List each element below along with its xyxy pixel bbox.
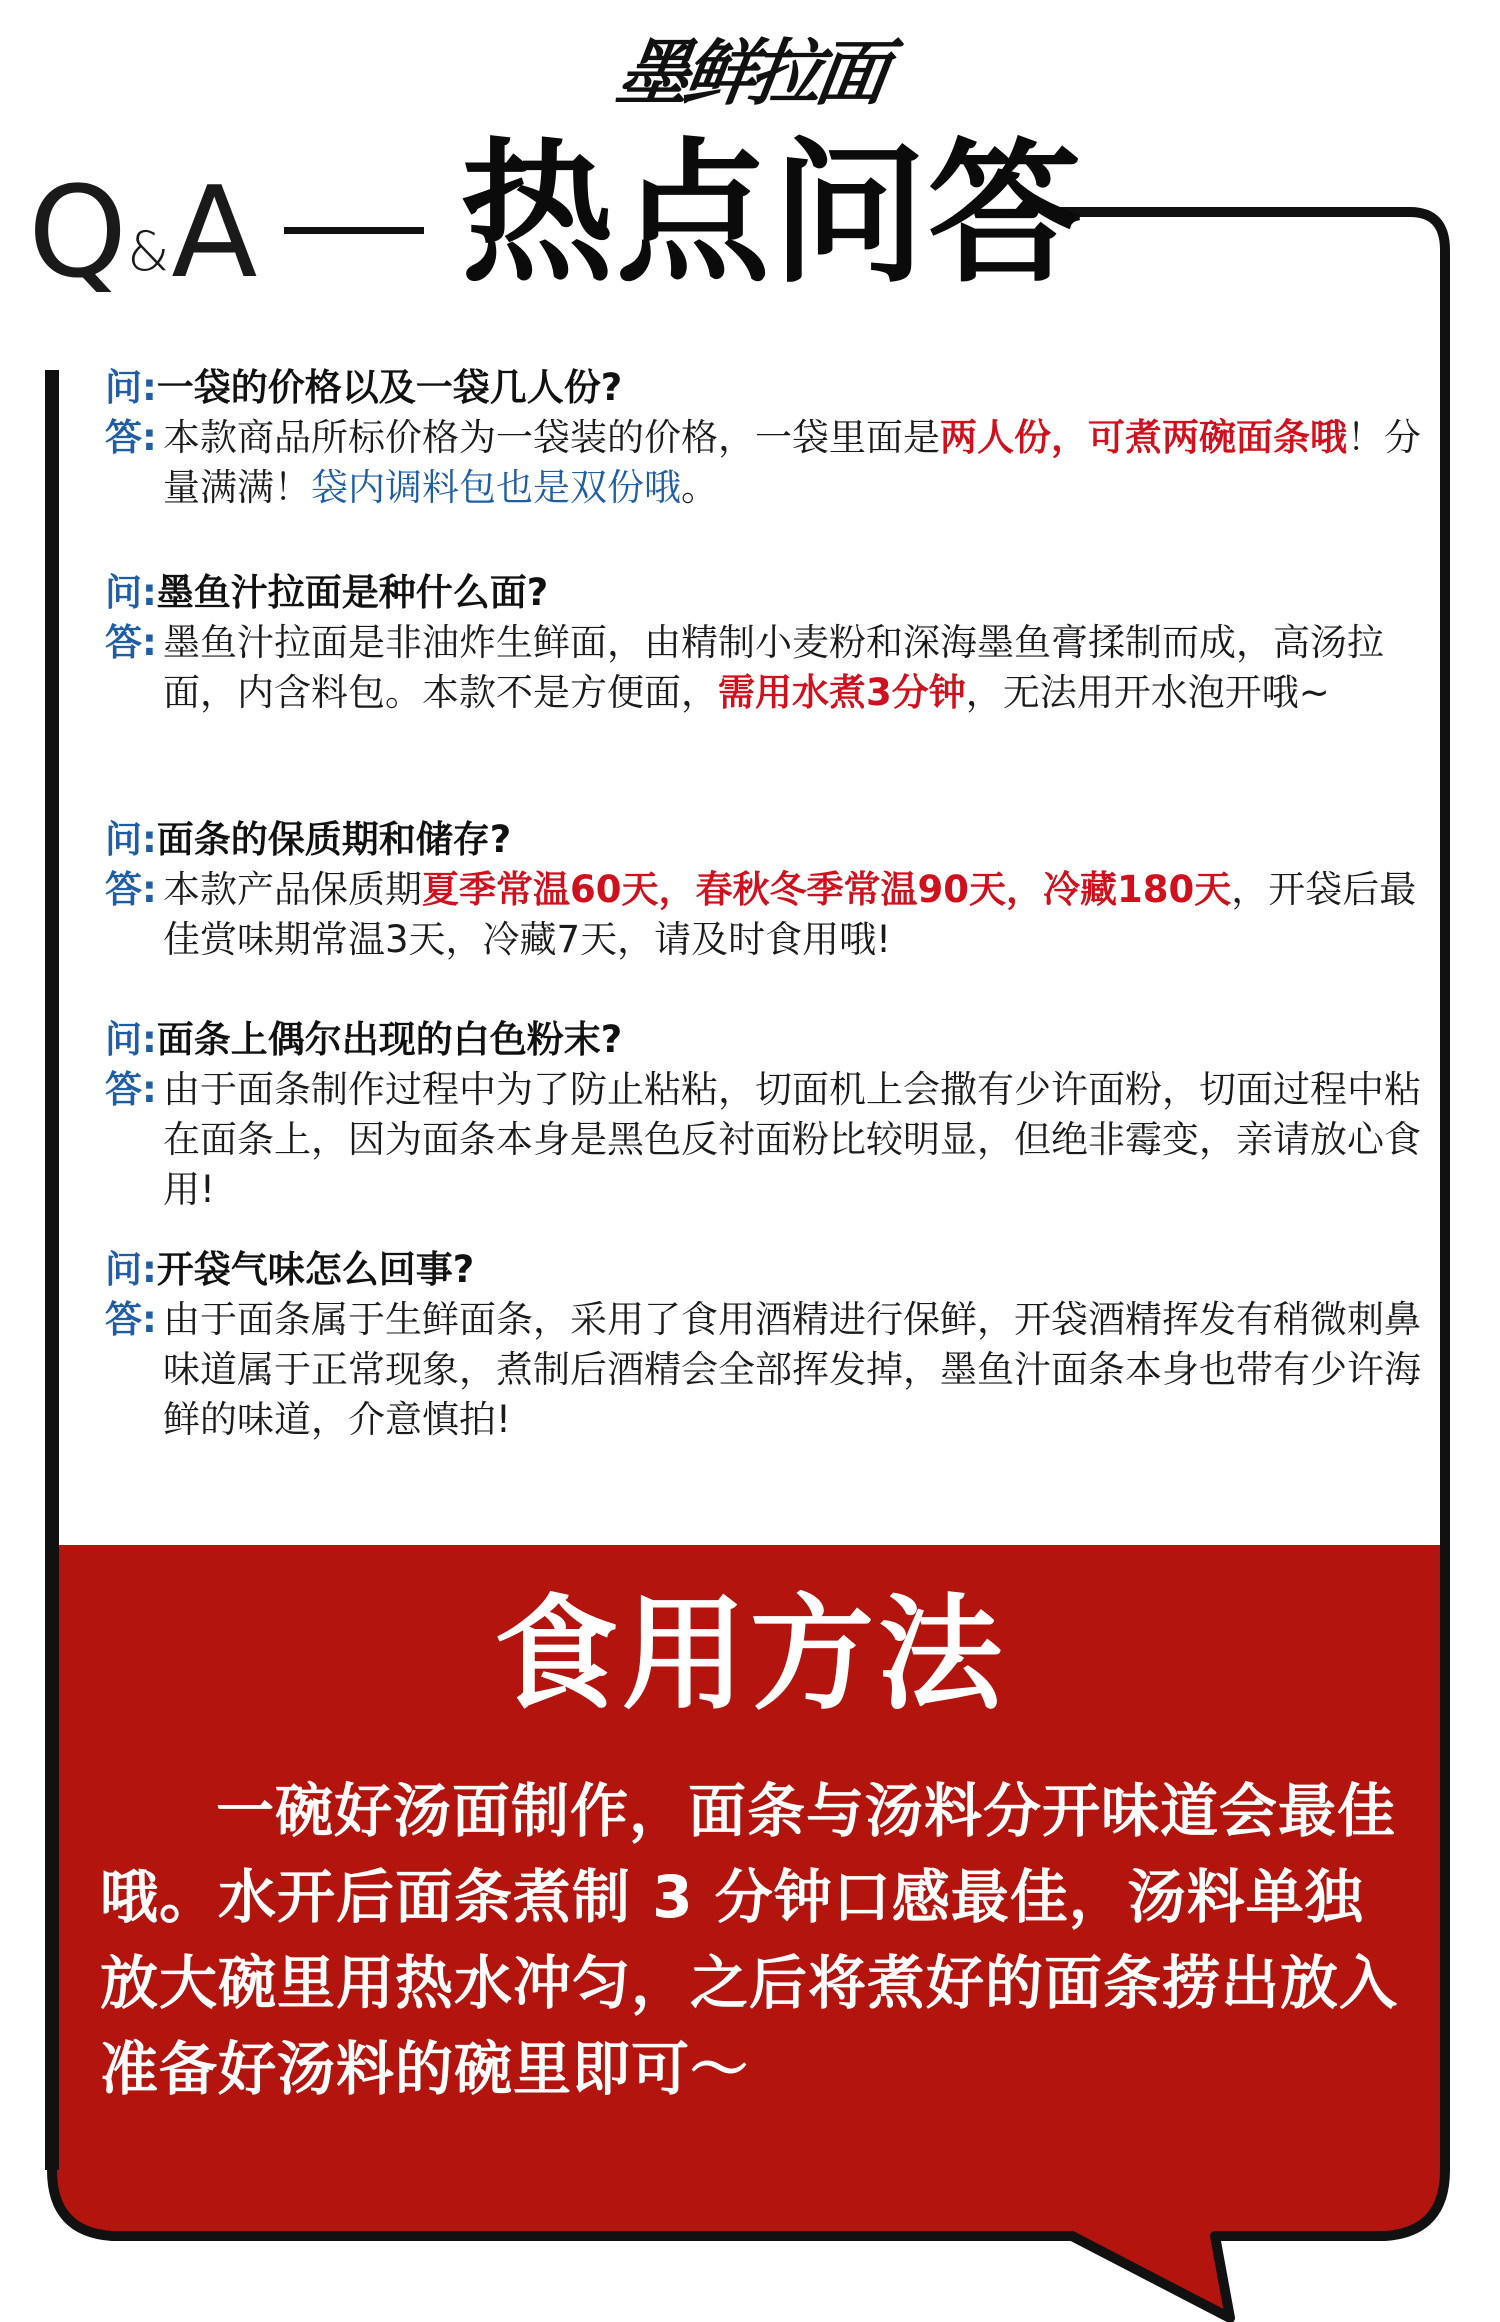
faq-item-4 <box>105 1015 1435 1215</box>
question-text: 墨鱼汁拉面是种什么面? <box>156 571 549 614</box>
question-label: 问: <box>105 1248 157 1291</box>
question-text: 面条上偶尔出现的白色粉末? <box>156 1018 623 1061</box>
qa-logo-a: A <box>171 159 256 306</box>
question-label: 问: <box>105 571 157 614</box>
answer-label: 答: <box>105 1068 157 1111</box>
faq-answer <box>105 865 1435 965</box>
qa-logo <box>28 159 256 306</box>
answer-part: 。 <box>681 466 718 509</box>
question-label: 问: <box>105 366 157 409</box>
qa-logo-amp: & <box>127 220 170 283</box>
faq-answer <box>105 618 1435 718</box>
answer-label: 答: <box>105 868 157 911</box>
answer-part: 本款商品所标价格为一袋装的价格，一袋里面是 <box>163 416 940 459</box>
answer-part: 本款产品保质期 <box>163 868 422 911</box>
method-title: 食用方法 <box>493 1583 1006 1727</box>
question-text: 一袋的价格以及一袋几人份? <box>156 366 623 409</box>
question-label: 问: <box>105 1018 157 1061</box>
faq-answer <box>105 413 1435 513</box>
faq-question <box>105 363 1435 413</box>
qa-logo-q: Q <box>28 159 126 306</box>
title-dash <box>284 227 424 234</box>
answer-part: ，无法用开水泡开哦~ <box>965 671 1330 714</box>
question-label: 问: <box>105 818 157 861</box>
faq-answer <box>105 1295 1435 1445</box>
answer-part: 由于面条属于生鲜面条，采用了食用酒精进行保鲜，开袋酒精挥发有稍微刺鼻味道属于正常现象，煮制后酒精会全部挥发掉，墨鱼汁面条本身也带有少许海鲜的味道，介意慎拍! <box>163 1298 1421 1441</box>
faq-item-1 <box>105 363 1435 513</box>
faq-question <box>105 1245 1435 1295</box>
answer-part: ！分量满满！ <box>163 416 1421 509</box>
answer-highlight-blue: 袋内调料包也是双份哦 <box>311 466 681 509</box>
answer-label: 答: <box>105 416 157 459</box>
faq-question <box>105 568 1435 618</box>
answer-part: 墨鱼汁拉面是非油炸生鲜面，由精制小麦粉和深海墨鱼膏揉制而成，高汤拉面，内含料包。本款不是方便面， <box>163 621 1384 714</box>
brand-calligraphy-logo: 墨鲜拉面 <box>612 30 889 115</box>
faq-question <box>105 815 1435 865</box>
faq-answer <box>105 1065 1435 1215</box>
answer-highlight-red: 夏季常温60天，春秋冬季常温90天，冷藏180天 <box>422 868 1232 911</box>
answer-highlight-red: 两人份，可煮两碗面条哦 <box>940 416 1347 459</box>
answer-part: 由于面条制作过程中为了防止粘粘，切面机上会撒有少许面粉，切面过程中粘在面条上，因为面条本身是黑色反衬面粉比较明显，但绝非霉变，亲请放心食用! <box>163 1068 1421 1211</box>
faq-section-title: 热点问答 <box>460 125 1085 304</box>
faq-item-3 <box>105 815 1435 965</box>
faq-question <box>105 1015 1435 1065</box>
method-description: 一碗好汤面制作，面条与汤料分开味道会最佳哦。水开后面条煮制 3 分钟口感最佳，汤料单独放大碗里用热水冲匀，之后将煮好的面条捞出放入准备好汤料的碗里即可～ <box>100 1777 1399 2103</box>
answer-highlight-red: 需用水煮3分钟 <box>718 671 966 714</box>
faq-item-5 <box>105 1245 1435 1445</box>
answer-label: 答: <box>105 621 157 664</box>
answer-part: ，开袋后最佳赏味期常温3天，冷藏7天，请及时食用哦! <box>163 868 1417 961</box>
question-text: 面条的保质期和储存? <box>156 818 512 861</box>
answer-label: 答: <box>105 1298 157 1341</box>
question-text: 开袋气味怎么回事? <box>156 1248 475 1291</box>
faq-item-2 <box>105 568 1435 718</box>
